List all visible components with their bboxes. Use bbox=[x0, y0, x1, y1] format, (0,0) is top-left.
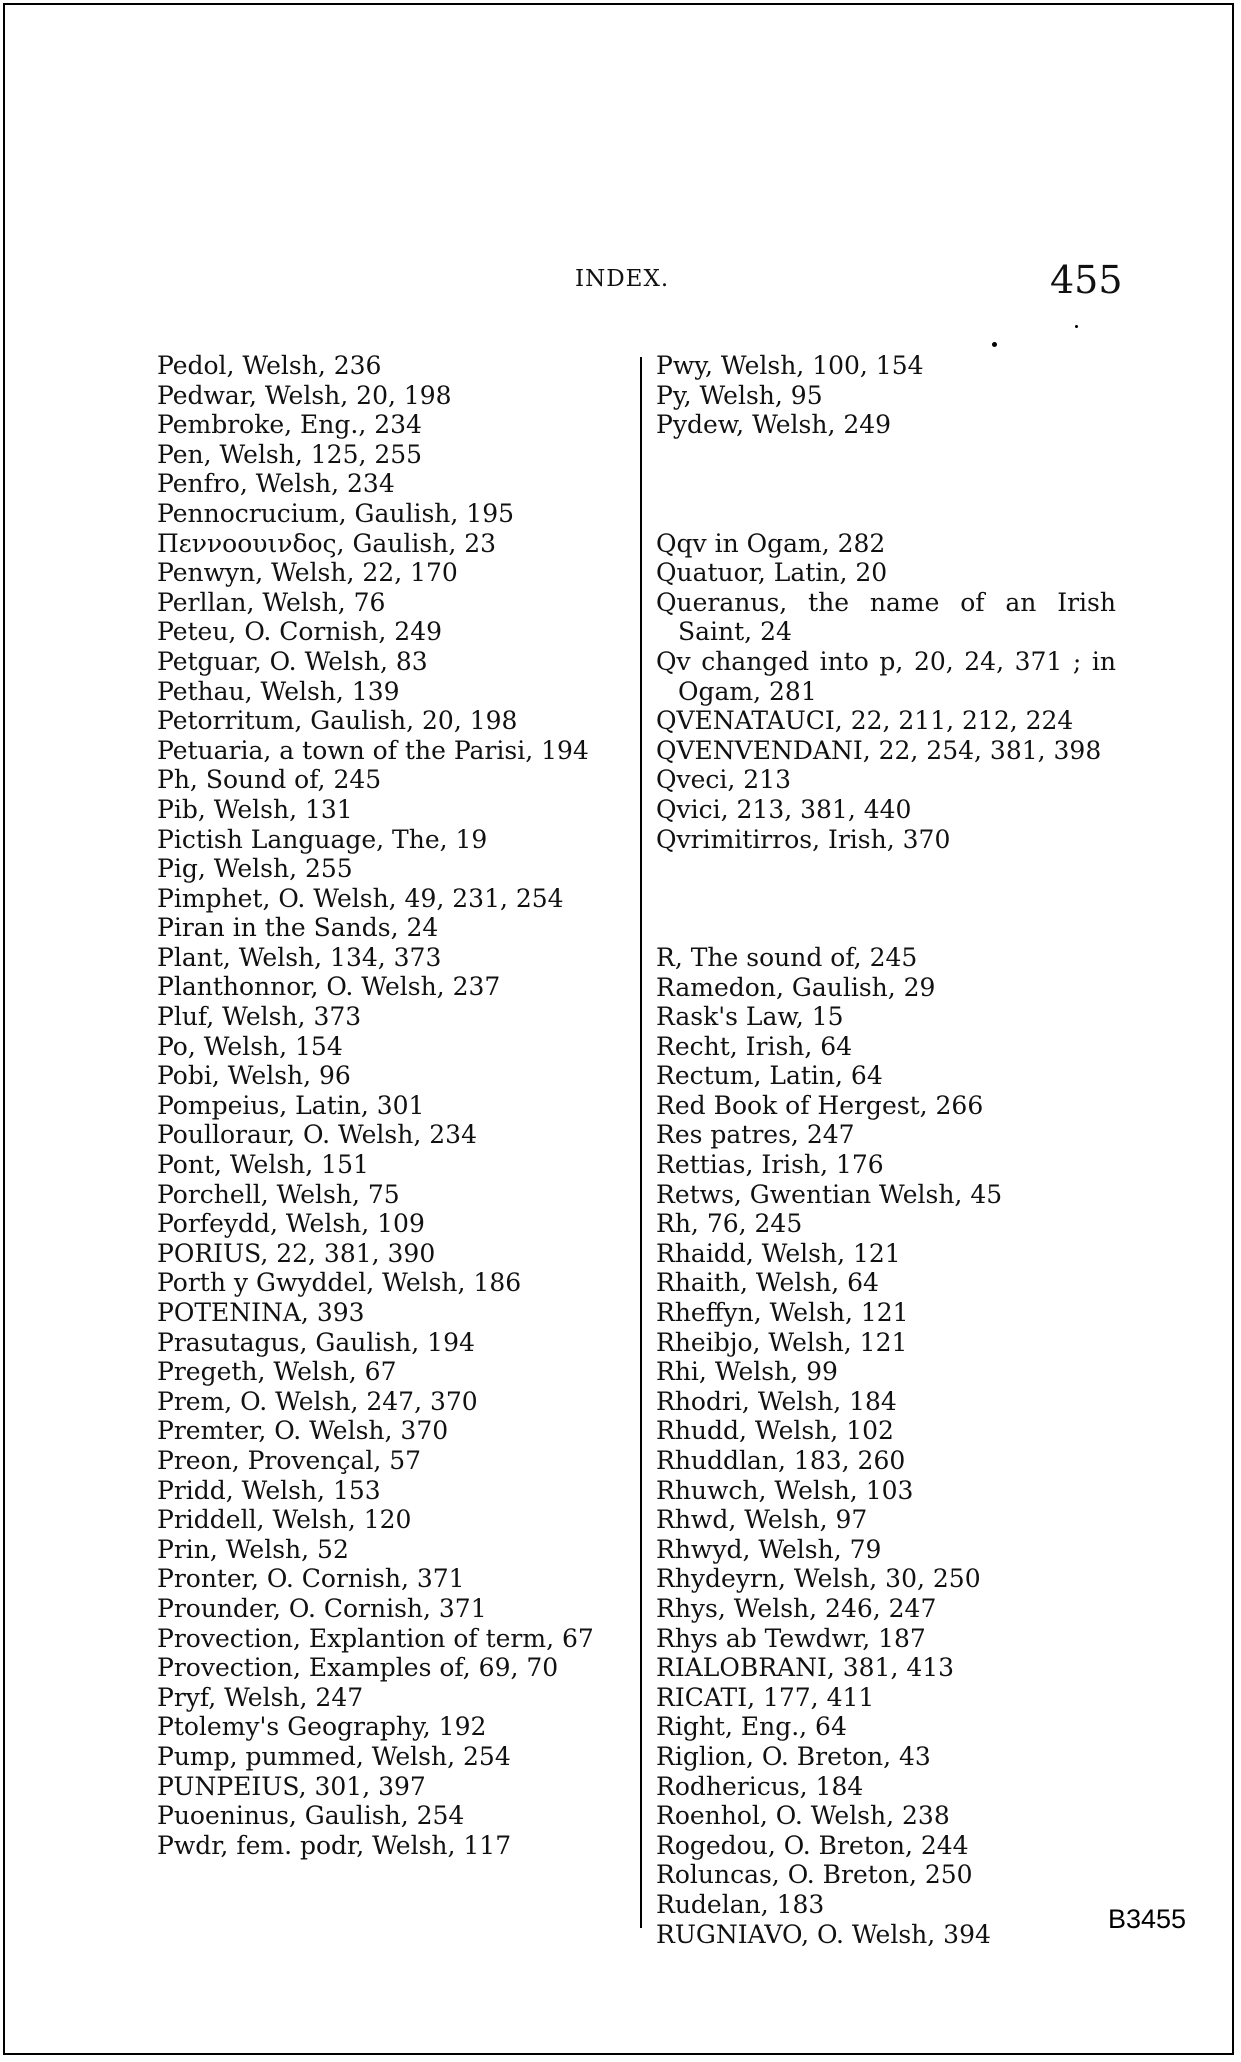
index-entry: Pedol, Welsh, 236 bbox=[157, 351, 382, 380]
index-entry: Rhaith, Welsh, 64 bbox=[656, 1268, 879, 1298]
index-entry: Penfro, Welsh, 234 bbox=[157, 469, 395, 499]
index-entry: Qqv in Ogam, 282 bbox=[656, 528, 886, 558]
index-entry: Prounder, O. Cornish, 371 bbox=[157, 1593, 487, 1623]
index-entry: Queranus, the name of an Irish Saint, 24 bbox=[656, 587, 1116, 647]
index-entry: Qv changed into p, 20, 24, 371 ; in Ogam, 281 bbox=[656, 646, 1116, 706]
index-entry: Rettias, Irish, 176 bbox=[656, 1150, 884, 1180]
catalog-id: B3455 bbox=[1108, 1904, 1187, 1934]
index-entry: QVENATAUCI, 22, 211, 212, 224 bbox=[656, 706, 1074, 736]
index-entry: QVENVENDANI, 22, 254, 381, 398 bbox=[656, 735, 1102, 765]
index-entry: Pridd, Welsh, 153 bbox=[157, 1475, 381, 1505]
page-number: 455 bbox=[1050, 258, 1123, 302]
index-entry: PUNPEIUS, 301, 397 bbox=[157, 1771, 426, 1801]
index-entry: Pennocrucium, Gaulish, 195 bbox=[157, 498, 515, 528]
index-entry: Puoeninus, Gaulish, 254 bbox=[157, 1801, 465, 1831]
index-entry: Rheffyn, Welsh, 121 bbox=[656, 1298, 909, 1328]
index-entry: Peteu, O. Cornish, 249 bbox=[157, 617, 443, 647]
index-entry: Porth y Gwyddel, Welsh, 186 bbox=[157, 1268, 522, 1298]
index-entry: Pib, Welsh, 131 bbox=[157, 794, 353, 824]
index-entry: Ph, Sound of, 245 bbox=[157, 765, 382, 795]
section-gap bbox=[656, 854, 1116, 943]
index-entry: Plant, Welsh, 134, 373 bbox=[157, 942, 442, 972]
index-entry: Pregeth, Welsh, 67 bbox=[157, 1357, 397, 1387]
index-entry: Petorritum, Gaulish, 20, 198 bbox=[157, 706, 518, 736]
index-entry: RICATI, 177, 411 bbox=[656, 1682, 875, 1712]
index-entry: RIALOBRANI, 381, 413 bbox=[656, 1653, 955, 1683]
index-entry: Rh, 76, 245 bbox=[656, 1209, 803, 1239]
index-entry: Pen, Welsh, 125, 255 bbox=[157, 439, 423, 469]
index-entry: Rhys ab Tewdwr, 187 bbox=[656, 1623, 926, 1653]
index-entry: Pryf, Welsh, 247 bbox=[157, 1682, 364, 1712]
index-entry: Rhuddlan, 183, 260 bbox=[656, 1446, 906, 1475]
index-entry: Poulloraur, O. Welsh, 234 bbox=[157, 1120, 477, 1150]
index-entry: Po, Welsh, 154 bbox=[157, 1031, 343, 1061]
index-entry: Pwdr, fem. podr, Welsh, 117 bbox=[157, 1830, 512, 1860]
index-entry: Pompeius, Latin, 301 bbox=[157, 1090, 425, 1120]
index-entry: Planthonnor, O. Welsh, 237 bbox=[157, 972, 501, 1002]
index-entry: Rhudd, Welsh, 102 bbox=[656, 1416, 894, 1446]
index-entry: Perllan, Welsh, 76 bbox=[157, 587, 386, 617]
index-entry: Py, Welsh, 95 bbox=[656, 380, 823, 410]
index-entry: Roluncas, O. Breton, 250 bbox=[656, 1860, 973, 1890]
index-entry: Quatuor, Latin, 20 bbox=[656, 558, 888, 588]
index-entry: Qveci, 213 bbox=[656, 765, 792, 795]
index-entry: Rhys, Welsh, 246, 247 bbox=[656, 1593, 937, 1623]
index-entry: Rogedou, O. Breton, 244 bbox=[656, 1830, 969, 1860]
index-column-right bbox=[656, 351, 1116, 1949]
page-title: INDEX. bbox=[575, 266, 670, 292]
index-entry: Priddell, Welsh, 120 bbox=[157, 1505, 412, 1535]
index-entry: R, The sound of, 245 bbox=[656, 942, 918, 972]
index-entry: Provection, Examples of, 69, 70 bbox=[157, 1653, 559, 1683]
index-entry: Pluf, Welsh, 373 bbox=[157, 1002, 362, 1032]
index-entry: Ptolemy's Geography, 192 bbox=[157, 1712, 487, 1742]
index-entry: Retws, Gwentian Welsh, 45 bbox=[656, 1179, 1003, 1209]
index-entry: Rodhericus, 184 bbox=[656, 1771, 864, 1801]
index-entry: Piran in the Sands, 24 bbox=[157, 913, 439, 943]
index-entry: Penwyn, Welsh, 22, 170 bbox=[157, 558, 458, 588]
index-entry: Ramedon, Gaulish, 29 bbox=[656, 972, 936, 1002]
index-entry: Pictish Language, The, 19 bbox=[157, 824, 488, 854]
index-entry: Rask's Law, 15 bbox=[656, 1002, 844, 1032]
index-entry: Rhodri, Welsh, 184 bbox=[656, 1386, 897, 1416]
index-entry: Recht, Irish, 64 bbox=[656, 1031, 853, 1061]
index-entry: RUGNIAVO, O. Welsh, 394 bbox=[656, 1919, 991, 1949]
index-entry: Pobi, Welsh, 96 bbox=[157, 1061, 351, 1091]
index-entry: Pig, Welsh, 255 bbox=[157, 854, 353, 884]
index-entry: Red Book of Hergest, 266 bbox=[656, 1090, 984, 1120]
index-entry: Pronter, O. Cornish, 371 bbox=[157, 1564, 465, 1594]
index-entry: Provection, Explantion of term, 67 bbox=[157, 1623, 594, 1653]
index-entry: Porfeydd, Welsh, 109 bbox=[157, 1209, 425, 1239]
index-entry: Prem, O. Welsh, 247, 370 bbox=[157, 1386, 478, 1416]
index-entry: Qvici, 213, 381, 440 bbox=[656, 794, 912, 824]
index-entry: Rheibjo, Welsh, 121 bbox=[656, 1327, 908, 1357]
column-divider bbox=[640, 357, 642, 1928]
index-entry: Riglion, O. Breton, 43 bbox=[656, 1741, 931, 1771]
index-entry: Res patres, 247 bbox=[656, 1120, 855, 1150]
index-entry: Preon, Provençal, 57 bbox=[157, 1445, 422, 1475]
index-entry: Prin, Welsh, 52 bbox=[157, 1534, 349, 1564]
index-entry: POTENINA, 393 bbox=[157, 1298, 365, 1327]
index-entry: Rectum, Latin, 64 bbox=[656, 1061, 883, 1091]
index-entry: Rhwyd, Welsh, 79 bbox=[656, 1534, 882, 1564]
index-entry: Petuaria, a town of the Parisi, 194 bbox=[157, 735, 589, 765]
index-entry: Premter, O. Welsh, 370 bbox=[157, 1416, 449, 1446]
index-entry: Pedwar, Welsh, 20, 198 bbox=[157, 380, 452, 410]
index-entry: Rhwd, Welsh, 97 bbox=[656, 1505, 868, 1535]
index-entry: Pembroke, Eng., 234 bbox=[157, 410, 422, 440]
index-entry: Petguar, O. Welsh, 83 bbox=[157, 646, 428, 676]
speck bbox=[992, 342, 997, 347]
index-entry: Roenhol, O. Welsh, 238 bbox=[656, 1801, 950, 1831]
index-entry: Pydew, Welsh, 249 bbox=[656, 410, 892, 440]
index-entry: Pimphet, O. Welsh, 49, 231, 254 bbox=[157, 883, 564, 913]
index-entry: Rhi, Welsh, 99 bbox=[656, 1357, 838, 1387]
index-entry: Rhuwch, Welsh, 103 bbox=[656, 1475, 914, 1505]
index-entry: Right, Eng., 64 bbox=[656, 1712, 847, 1742]
index-entry: Pont, Welsh, 151 bbox=[157, 1150, 369, 1180]
index-entry: Pwy, Welsh, 100, 154 bbox=[656, 351, 924, 380]
speck bbox=[1075, 325, 1078, 328]
index-entry: Rhaidd, Welsh, 121 bbox=[656, 1238, 901, 1268]
index-entry: Qvrimitirros, Irish, 370 bbox=[656, 824, 951, 854]
index-entry: Rhydeyrn, Welsh, 30, 250 bbox=[656, 1564, 981, 1594]
index-entry: Prasutagus, Gaulish, 194 bbox=[157, 1327, 475, 1357]
section-gap bbox=[656, 440, 1116, 529]
index-entry: Rudelan, 183 bbox=[656, 1889, 825, 1919]
index-entry: Pethau, Welsh, 139 bbox=[157, 676, 400, 706]
index-entry: Porchell, Welsh, 75 bbox=[157, 1179, 400, 1209]
index-entry: Pump, pummed, Welsh, 254 bbox=[157, 1741, 511, 1771]
index-entry: Πεννοουινδος, Gaulish, 23 bbox=[157, 528, 497, 558]
index-entry: PORIUS, 22, 381, 390 bbox=[157, 1238, 436, 1268]
index-column-left bbox=[157, 351, 622, 1860]
